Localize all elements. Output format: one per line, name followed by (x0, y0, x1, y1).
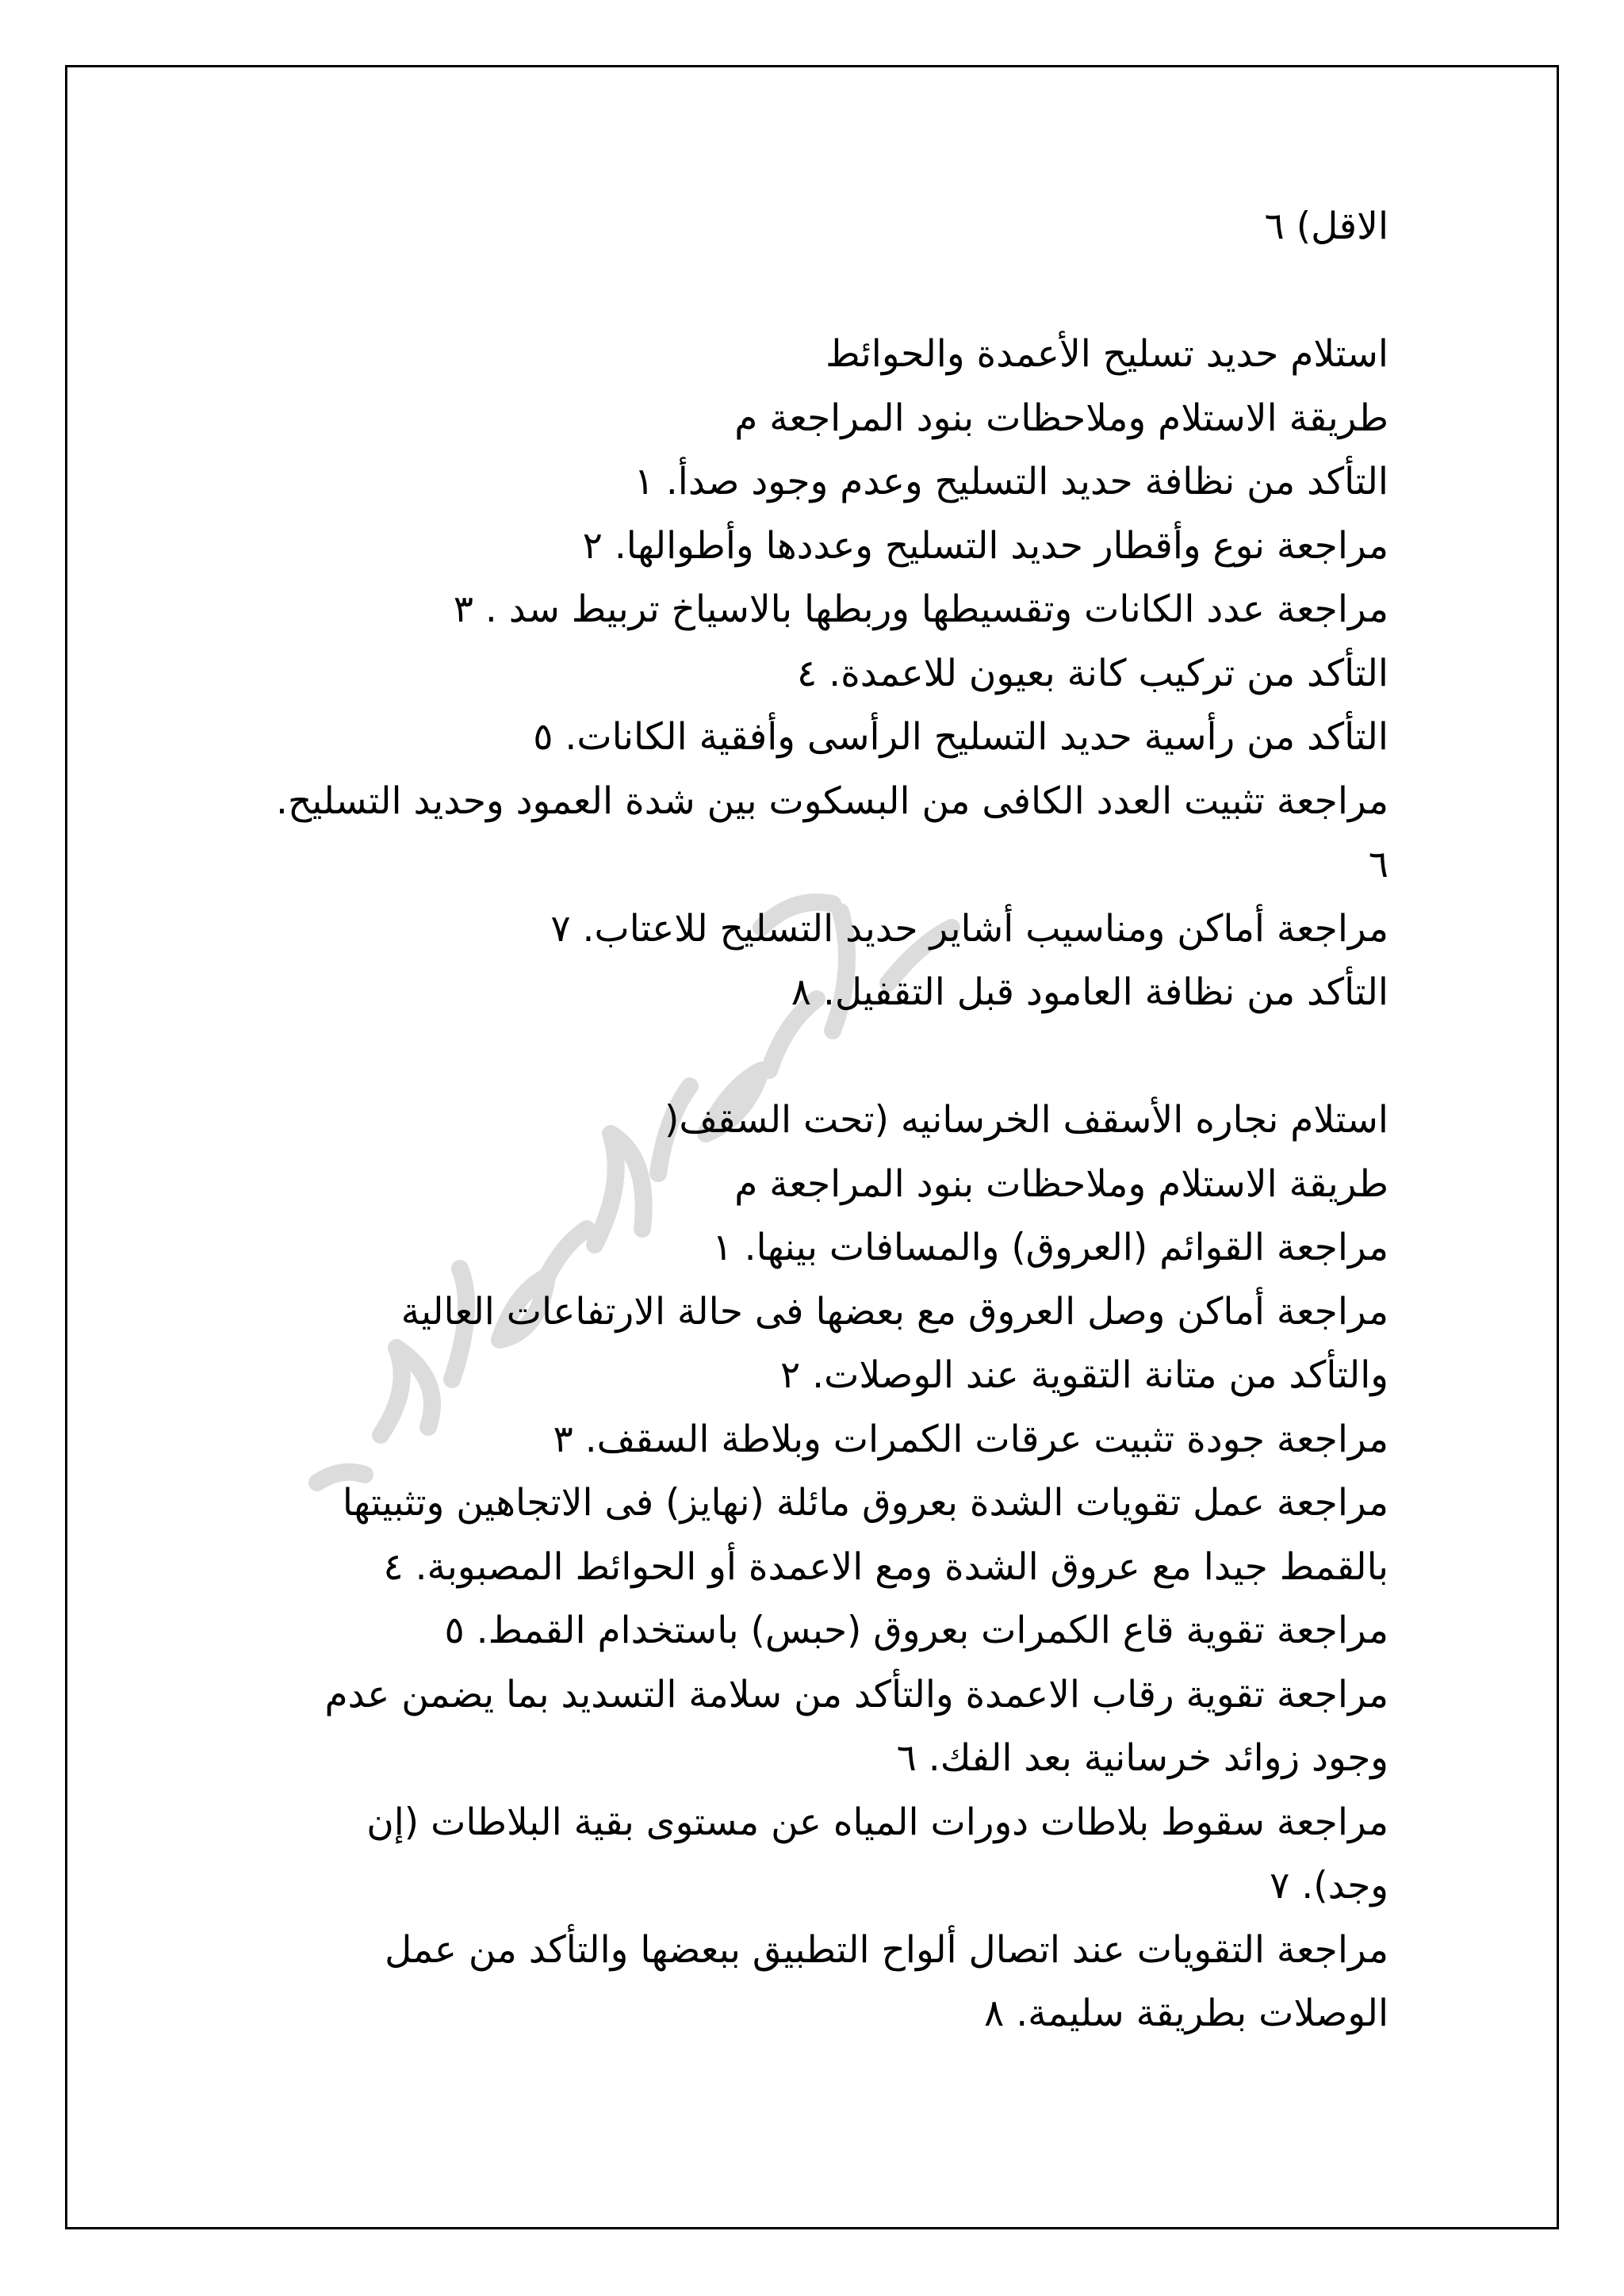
section-column-rebar (199, 323, 1388, 1025)
spacer (199, 1025, 1388, 1089)
list-item: مراجعة جودة تثبيت عرقات الكمرات وبلاطة السقف. ٣ (553, 1417, 1388, 1461)
intro-line: الاقل) ٦ (1264, 205, 1388, 248)
list-item: وجد). ٧ (1270, 1864, 1388, 1908)
list-item: التأكد من نظافة حديد التسليح وعدم وجود صدأ. ١ (634, 460, 1388, 503)
list-item: التأكد من نظافة العامود قبل التقفيل. ٨ (791, 970, 1388, 1014)
list-item: مراجعة القوائم (العروق) والمسافات بينها. ١ (712, 1226, 1388, 1269)
list-item: مراجعة أماكن ومناسيب أشاير حديد التسليح للاعتاب. ٧ (550, 906, 1388, 951)
list-item: مراجعة تثبيت العدد الكافى من البسكوت بين شدة العمود وحديد التسليح. (276, 779, 1388, 823)
list-item: وجود زوائد خرسانية بعد الفك. ٦ (896, 1736, 1388, 1780)
section-subtitle: طريقة الاستلام وملاحظات بنود المراجعة م (734, 1161, 1388, 1206)
section-subtitle: طريقة الاستلام وملاحظات بنود المراجعة م (734, 396, 1388, 440)
list-item: والتأكد من متانة التقوية عند الوصلات. ٢ (779, 1353, 1388, 1397)
list-item: مراجعة عمل تقويات الشدة بعروق مائلة (نهايز) فى الاتجاهين وتثبيتها (342, 1481, 1388, 1525)
section-title: استلام نجاره الأسقف الخرسانيه (تحت السقف( (665, 1098, 1388, 1142)
list-item: مراجعة تقوية رقاب الاعمدة والتأكد من سلامة التسديد بما يضمن عدم (324, 1672, 1388, 1716)
list-item: مراجعة نوع وأقطار حديد التسليح وعددها وأطوالها. ٢ (582, 523, 1388, 568)
list-item: مراجعة أماكن وصل العروق مع بعضها فى حالة الارتفاعات العالية (400, 1289, 1388, 1334)
list-item: مراجعة عدد الكانات وتقسيطها وربطها بالاسياخ تربيط سد . ٣ (453, 587, 1388, 631)
section-title: استلام حديد تسليح الأعمدة والحوائط (825, 332, 1388, 376)
spacer (199, 259, 1388, 323)
section-slab-formwork (199, 1089, 1388, 2046)
list-item: مراجعة التقويات عند اتصال ألواح التطبيق ببعضها والتأكد من عمل (385, 1927, 1388, 1972)
list-item: مراجعة سقوط بلاطات دورات المياه عن مستوى بقية البلاطات (إن (366, 1800, 1388, 1844)
list-item: بالقمط جيدا مع عروق الشدة ومع الاعمدة أو الحوائط المصبوبة. ٤ (383, 1544, 1388, 1589)
list-item: التأكد من تركيب كانة بعيون للاعمدة. ٤ (796, 651, 1388, 695)
list-item: مراجعة تقوية قاع الكمرات بعروق (حبس) باستخدام القمط. ٥ (444, 1609, 1388, 1652)
document-body (199, 195, 1388, 2046)
list-item: التأكد من رأسية حديد التسليح الرأسى وأفقية الكانات. ٥ (533, 715, 1388, 759)
list-item: الوصلات بطريقة سليمة. ٨ (984, 1992, 1388, 2035)
list-item-number: ٦ (1368, 843, 1388, 886)
